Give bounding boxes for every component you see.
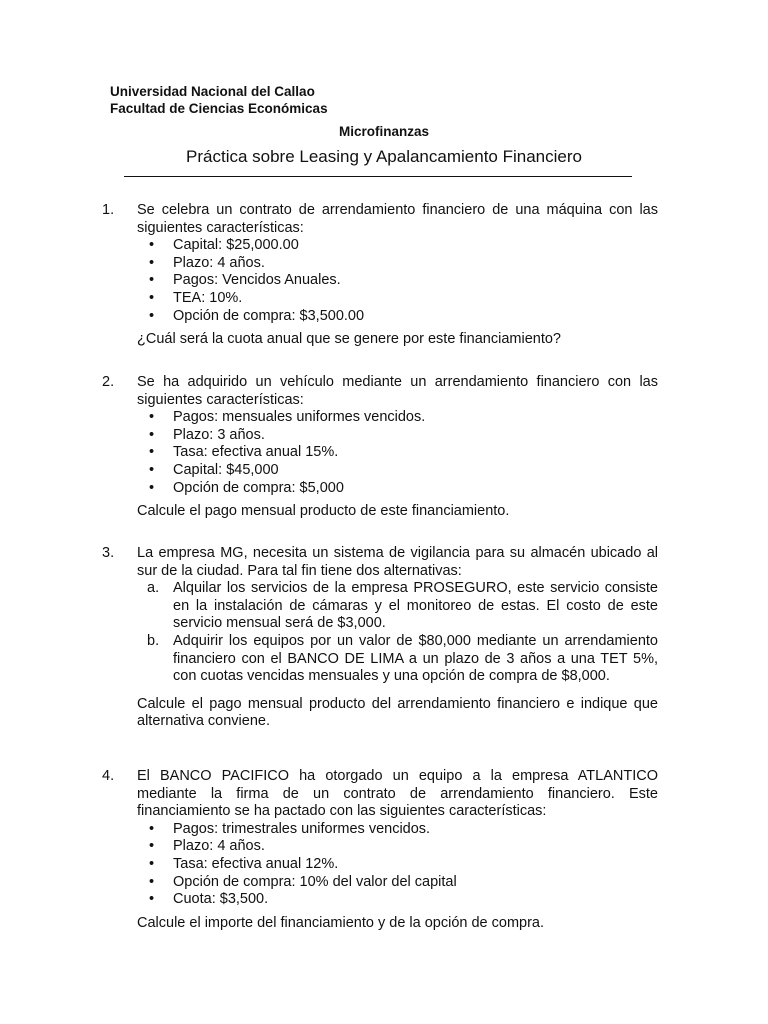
bullet-icon: • — [149, 289, 155, 306]
question-4 — [102, 768, 658, 932]
bullet-icon: • — [149, 855, 155, 872]
list-item: • Pagos: mensuales uniformes vencidos. — [149, 409, 426, 426]
list-item: a. Alquilar los servicios de la empresa PROSEGURO, este servicio consiste en la instalación de cámaras y el monitoreo de estas. El costo de este servicio mensual será de $3,000. — [147, 580, 658, 632]
question-3 — [102, 545, 658, 731]
bullet-icon: • — [149, 254, 155, 271]
list-item: • Opción de compra: $5,000 — [149, 479, 344, 496]
page-title: Práctica sobre Leasing y Apalancamiento Financiero — [186, 147, 582, 166]
bullet-icon: • — [149, 461, 155, 478]
question-number: 3. — [102, 545, 115, 561]
list-item: • Tasa: efectiva anual 15%. — [149, 444, 339, 461]
list-item: b. Adquirir los equipos por un valor de $80,000 mediante un arrendamiento financiero con el BANCO DE LIMA a un plazo de 3 años a una TET 5%, con cuotas vencidas mensuales y una opción de compra de $8,000. — [147, 632, 658, 685]
question-prompt: Calcule el pago mensual producto de este financiamiento. — [137, 503, 510, 520]
list-item: • Capital: $45,000 — [149, 461, 279, 478]
bullet-list — [137, 409, 658, 497]
bullet-icon: • — [149, 479, 155, 496]
list-item: • Opción de compra: 10% del valor del capital — [149, 873, 457, 890]
question-number: 4. — [102, 768, 115, 784]
question-1 — [102, 202, 658, 349]
question-prompt: Calcule el pago mensual producto del arrendamiento financiero e indique que alternativa conviene. — [137, 695, 658, 730]
bullet-list — [137, 821, 658, 909]
bullet-icon: • — [149, 272, 155, 289]
item-letter: b. — [147, 632, 160, 649]
course-name: Microfinanzas — [338, 124, 430, 139]
alternatives-list — [137, 580, 658, 686]
list-item: • Opción de compra: $3,500.00 — [149, 307, 365, 324]
bullet-icon: • — [149, 838, 155, 855]
question-intro: La empresa MG, necesita un sistema de vigilancia para su almacén ubicado al sur de la ciudad. Para tal fin tiene dos alternativas: — [137, 545, 658, 579]
bullet-list — [137, 237, 658, 325]
question-prompt: ¿Cuál será la cuota anual que se genere por este financiamiento? — [137, 331, 561, 348]
list-item: • Plazo: 4 años. — [149, 254, 265, 271]
list-item: • TEA: 10%. — [149, 289, 243, 306]
bullet-icon: • — [149, 820, 155, 837]
faculty-name: Facultad de Ciencias Económicas — [110, 101, 328, 116]
bullet-icon: • — [149, 307, 155, 324]
question-prompt: Calcule el importe del financiamiento y de la opción de compra. — [137, 914, 545, 931]
question-number: 2. — [102, 374, 115, 390]
list-item: • Plazo: 4 años. — [149, 838, 265, 855]
question-number: 1. — [102, 202, 115, 218]
list-item: • Capital: $25,000.00 — [149, 237, 299, 254]
bullet-icon: • — [149, 873, 155, 890]
institution-name: Universidad Nacional del Callao — [110, 84, 315, 99]
question-2 — [102, 374, 658, 521]
question-intro: El BANCO PACIFICO ha otorgado un equipo a la empresa ATLANTICO mediante la firma de un contrato de arrendamiento financiero. Este financiamiento se ha pactado con las siguientes características: — [137, 768, 658, 820]
bullet-icon: • — [149, 409, 155, 426]
title-divider — [124, 176, 632, 177]
bullet-icon: • — [149, 237, 155, 254]
question-intro: Se ha adquirido un vehículo mediante un arrendamiento financiero con las siguientes características: — [137, 374, 658, 408]
list-item: • Pagos: Vencidos Anuales. — [149, 272, 341, 289]
bullet-icon: • — [149, 444, 155, 461]
bullet-icon: • — [149, 891, 155, 908]
item-letter: a. — [147, 580, 160, 597]
list-item: • Pagos: trimestrales uniformes vencidos. — [149, 820, 431, 837]
question-intro: Se celebra un contrato de arrendamiento financiero de una máquina con las siguientes características: — [137, 202, 658, 236]
bullet-icon: • — [149, 426, 155, 443]
list-item: • Cuota: $3,500. — [149, 891, 269, 908]
list-item: • Tasa: efectiva anual 12%. — [149, 855, 339, 872]
list-item: • Plazo: 3 años. — [149, 426, 265, 443]
